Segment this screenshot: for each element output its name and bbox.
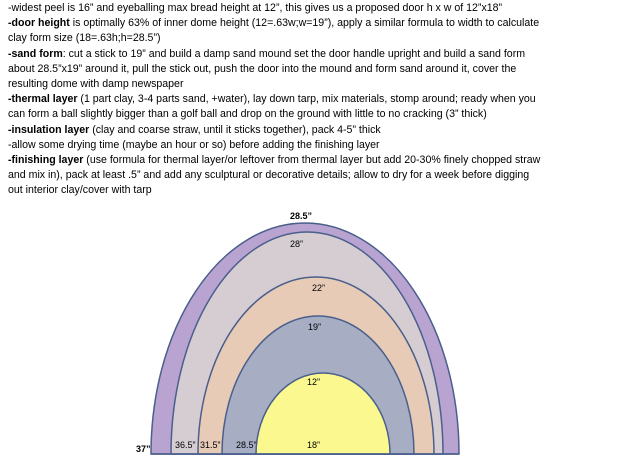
outer-base-width-label: 37” — [136, 444, 151, 454]
thermal-base-width-label: 31.5” — [200, 440, 221, 450]
note-line: -sand form: cut a stick to 19” and build a damp sand mound set the door handle upright and build a sand form — [8, 47, 526, 60]
note-line: -widest peel is 16” and eyeballing max bread height at 12”, this gives us a proposed door h x w of 12”x18” — [8, 2, 503, 14]
note-line: and mix in), pack at least .5” and add any sculptural or decorative details; allow to dry for a week before digging — [8, 169, 530, 182]
note-line: -thermal layer (1 part clay, 3-4 parts sand, +water), lay down tarp, mix materials, stomp around; ready when you — [8, 93, 536, 106]
sand-base-width-label: 28.5” — [236, 440, 257, 450]
note-line: -door height is optimally 63% of inner dome height (12=.63w;w=19”), apply a similar formula to width to calculate — [8, 17, 540, 30]
door-width-label: 18” — [307, 440, 321, 450]
note-line: -insulation layer (clay and coarse straw, until it sticks together), pack 4-5” thick — [8, 123, 381, 136]
sand-form-label: 19” — [308, 322, 322, 332]
note-line: can form a ball slightly bigger than a golf ball and drop on the ground with little to no cracking (3” thick) — [8, 108, 487, 121]
insulation-base-width-label: 36.5” — [175, 440, 196, 450]
note-line: -allow some drying time (maybe an hour or so) before adding the finishing layer — [8, 138, 380, 151]
note-line: out interior clay/cover with tarp — [8, 184, 152, 197]
note-line: about 28.5”x19” around it, pull the stick out, push the door into the mound and form sand around it, cover the — [8, 62, 517, 75]
insulation-layer-label: 28” — [290, 239, 304, 249]
door-height-label: 12” — [307, 377, 321, 387]
note-line: resulting dome with damp newspaper — [8, 78, 184, 91]
note-line: clay form size (18=.63h;h=28.5”) — [8, 32, 161, 45]
note-line: -finishing layer (use formula for thermal layer/or leftover from thermal layer but add 20-30% finely chopped straw — [8, 154, 541, 167]
finishing-layer-label: 28.5” — [290, 211, 313, 221]
thermal-layer-label: 22” — [312, 283, 326, 293]
